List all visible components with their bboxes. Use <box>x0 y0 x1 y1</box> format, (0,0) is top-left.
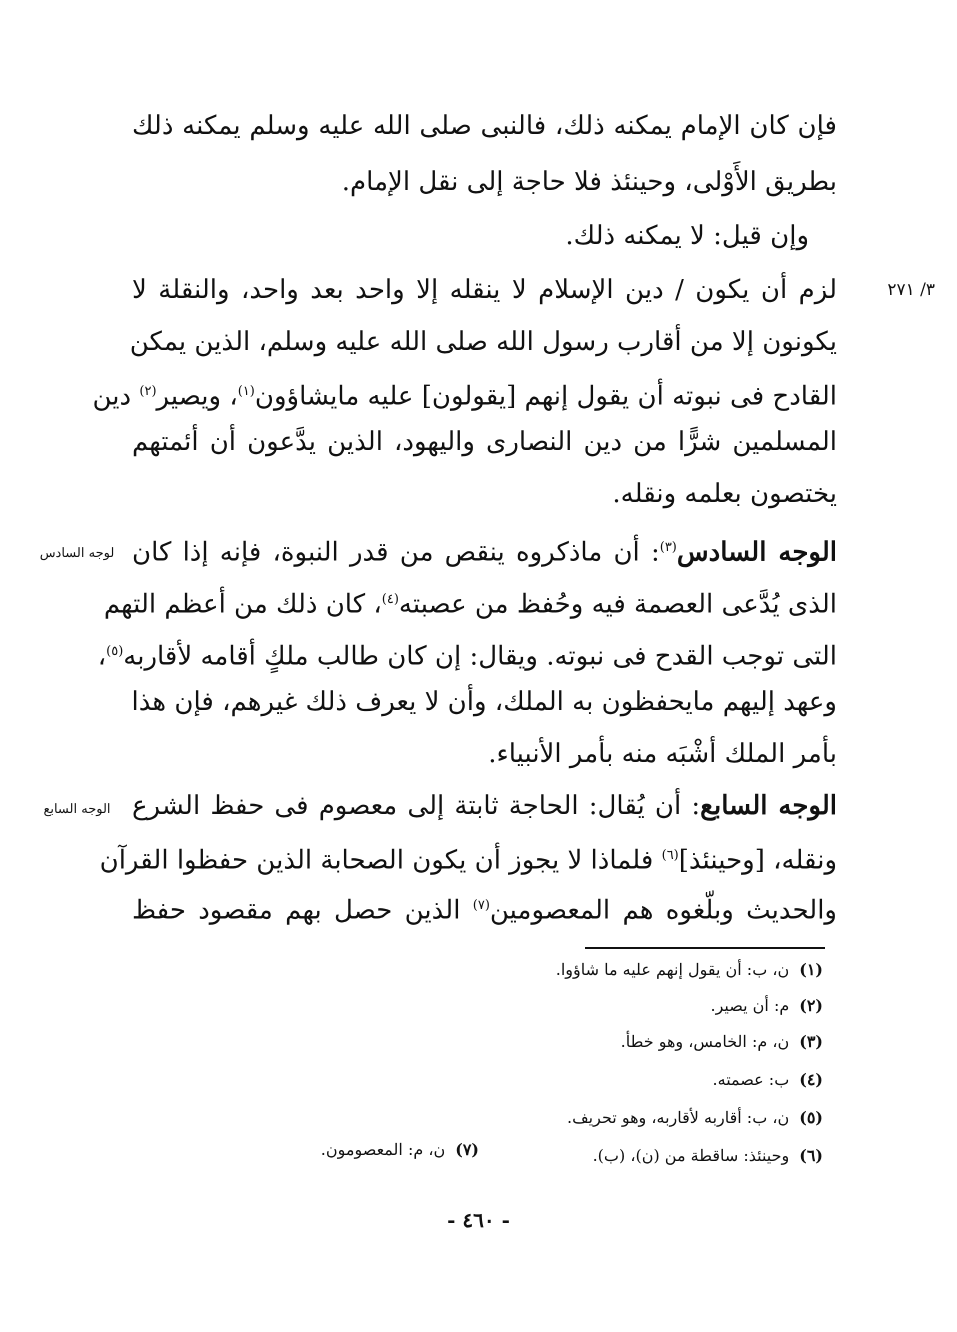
text-line <box>132 884 837 933</box>
footnote <box>556 958 823 982</box>
footnote-number: (١) <box>799 960 823 979</box>
footnote-rule <box>585 947 825 949</box>
footnote <box>567 1106 823 1130</box>
footnote-number: (٢) <box>799 996 823 1015</box>
text-line <box>132 526 837 575</box>
footnote <box>593 1144 823 1168</box>
text-line: يختصون بعلمه ونقله. <box>612 479 837 509</box>
footnote-ref: (٤) <box>381 592 399 607</box>
section-heading: الوجه السادس <box>676 537 838 568</box>
text-span: ، <box>97 641 107 672</box>
text-span: ونقله، [وحينئذ] <box>678 845 837 876</box>
footnote-ref: (٥) <box>106 644 124 659</box>
text-span: دين <box>92 381 140 412</box>
footnote-text: ن، ب: أن يقول إنهم عليه ما شاؤوا. <box>555 960 790 979</box>
footnote-text: م: أن يصير. <box>710 996 790 1015</box>
text-span: : أن ماذكروه ينقص من قدر النبوة، فإنه إذا كان <box>132 537 660 568</box>
margin-note-sixth: لوجه السادس <box>39 546 115 561</box>
text-line: المسلمين شرًّا من دين النصارى واليهود، الذين يدَّعون أن أئمتهم <box>132 427 837 457</box>
text-line: وعهد إليهم مايحفظون به الملك، وأن لا يعرف ذلك غيرهم، فإن هذا <box>131 687 837 717</box>
text-span: ، ويصير <box>156 381 238 412</box>
footnote-ref: (٣) <box>659 540 677 555</box>
text-span: الذين حصل بهم مقصود حفظ <box>132 895 473 926</box>
page-reference: ٣/ ٢٧١ <box>887 280 935 300</box>
text-line: يكونون إلا من أقارب رسول الله صلى الله عليه وسلم، الذين يمكن <box>129 327 837 357</box>
text-line <box>103 578 837 627</box>
section-heading: الوجه السابع <box>700 791 837 821</box>
footnote <box>711 994 823 1018</box>
footnote <box>621 1030 823 1054</box>
text-span: التى توجب القدح فى نبوته. ويقال: إن كان طالب ملكٍ أقامه لأقاربه <box>123 641 837 672</box>
text-line <box>92 370 837 419</box>
text-line <box>99 834 837 883</box>
footnote-ref: (١) <box>237 384 255 399</box>
footnote-ref: (٦) <box>661 848 679 863</box>
footnote-text: ب: عصمته. <box>712 1070 790 1089</box>
footnote-number: (٥) <box>799 1108 823 1127</box>
text-span: فلماذا لا يجوز أن يكون الصحابة الذين حفظوا القرآن <box>99 845 662 876</box>
text-span: الذى يُدَّعى العصمة فيه وحُفظ من عصبته <box>398 589 837 620</box>
footnote <box>321 1138 479 1162</box>
footnote-text: ن، م: المعصومون. <box>320 1140 446 1159</box>
text-span: القادح فى نبوته أن يقول إنهم [يقولون] عليه مايشاؤون <box>254 381 837 412</box>
text-span: والحديث وبلّغوه هم المعصومين <box>489 895 837 926</box>
text-line: فإن كان الإمام يمكنه ذلك، فالنبى صلى الله عليه وسلم يمكنه ذلك <box>132 111 837 141</box>
page-number: - ٤٦٠ - <box>447 1208 510 1232</box>
footnote-ref: (٧) <box>472 898 490 913</box>
footnote-number: (٧) <box>455 1140 479 1159</box>
text-line: لزم أن يكون / دين الإسلام لا ينقله إلا واحد بعد واحد، والنقلة لا <box>132 275 838 305</box>
text-line: بطريق الأَوْلى، وحينئذ فلا حاجة إلى نقل الإمام. <box>341 167 837 197</box>
footnote-text: ن، م: الخامس، وهو خطأ. <box>620 1032 790 1051</box>
footnote-ref: (٢) <box>139 384 157 399</box>
footnote-number: (٣) <box>799 1032 823 1051</box>
margin-note-seventh: الوجه السابع <box>43 802 111 817</box>
text-span: : أن يُقال: الحاجة ثابتة إلى معصوم فى حفظ الشرع <box>132 791 701 821</box>
text-line: بأمر الملك أشْبَه منه بأمر الأنبياء. <box>488 739 837 769</box>
footnote-number: (٤) <box>799 1070 823 1089</box>
text-line: وإن قيل: لا يمكنه ذلك. <box>565 221 809 251</box>
footnote <box>713 1068 823 1092</box>
text-line <box>97 630 837 679</box>
footnote-number: (٦) <box>799 1146 823 1165</box>
footnote-text: وحينئذ: ساقطة من (ن)، (ب). <box>592 1146 790 1165</box>
footnote-text: ن، ب: أقاربه لأقاربه، وهو تحريف. <box>567 1108 790 1127</box>
text-line <box>132 784 837 828</box>
text-span: ، كان ذلك من أعظم التهم <box>103 589 382 620</box>
